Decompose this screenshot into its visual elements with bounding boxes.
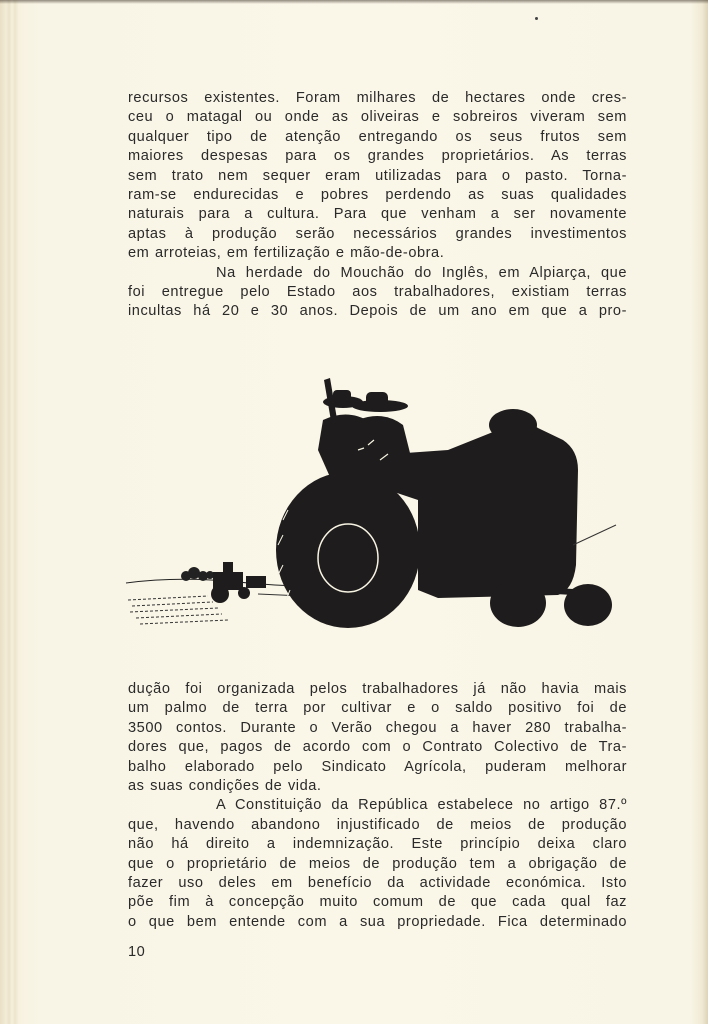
text-line: dução foi organizada pelos trabalhadores já não havia mais [128,681,627,697]
text-line: que o proprietário de meios de produção tem a obrigação de [128,855,627,872]
rear-wheel [276,472,420,628]
tractor-hood-cap [489,409,537,441]
text-line: ceu o matagal ou onde as oliveiras e sobreiros viveram sem [128,109,627,126]
text-line: fazer uso deles em benefício da actividade económica. Isto [128,875,627,892]
text-line: maiores despesas para os grandes proprietários. As terras [128,148,627,165]
text-line: dores que, pagos de acordo com o Contrato Colectivo de Tra- [128,739,627,756]
distant-tractor [211,562,266,603]
front-axle [538,590,573,592]
text-line: em arroteias, em fertilização e mão-de-obra. [128,245,445,262]
man2-hat-crown [366,392,388,406]
paper-speck [535,17,538,20]
text-line: põe fim à concepção muito comum de que cada qual faz [128,894,627,911]
page-top-shadow [0,0,708,4]
text-line: qualquer tipo de atenção entregando os seus frutos sem [128,128,627,145]
text-line: não há direito a indemnização. Este princípio deixa claro [128,836,627,853]
text-line: foi entregue pelo Estado aos trabalhadores, existiam terras [128,284,627,301]
text-line: naturais para a cultura. Para que venham a ser novamente [128,206,627,223]
text-line: 3500 contos. Durante o Verão chegou a haver 280 trabalha- [128,719,627,736]
furrow-lines [128,596,228,624]
text-line: que, havendo abandono injustificado de meios de produção [128,816,627,833]
paragraph-first-line: Na herdade do Mouchão do Inglês, em Alpiarça, que [216,264,627,281]
text-line: sem trato nem sequer eram utilizadas para o pasto. Torna- [128,167,627,184]
paragraph-first-line: A Constituição da República estabelece no artigo 87.º [216,797,627,814]
text-line: balho elaborado pelo Sindicato Agrícola, puderam melhorar [128,758,627,775]
body-text-bottom [128,680,627,932]
text-line: recursos existentes. Foram milhares de hectares onde cres- [128,90,627,106]
two-armed-men [318,378,418,500]
distant-trees [181,567,214,581]
drawbar-line [573,525,616,545]
body-text-top [128,89,627,322]
tractor-illustration [118,350,618,635]
man1-hat-crown [333,390,351,402]
page-number: 10 [128,944,146,960]
text-line: o que bem entende com a sua propriedade. Fica determinado [128,913,627,930]
text-line: incultas há 20 e 30 anos. Depois de um ano em que a pro- [128,303,627,320]
text-line: um palmo de terra por cultivar e o saldo positivo foi de [128,700,627,717]
text-line: ram-se endurecidas e pobres perdendo as suas qualidades [128,187,627,204]
text-line: as suas condições de vida. [128,778,322,795]
front-wheel-left [490,579,546,627]
text-line: aptas à produção serão necessários grandes investimentos [128,225,627,242]
